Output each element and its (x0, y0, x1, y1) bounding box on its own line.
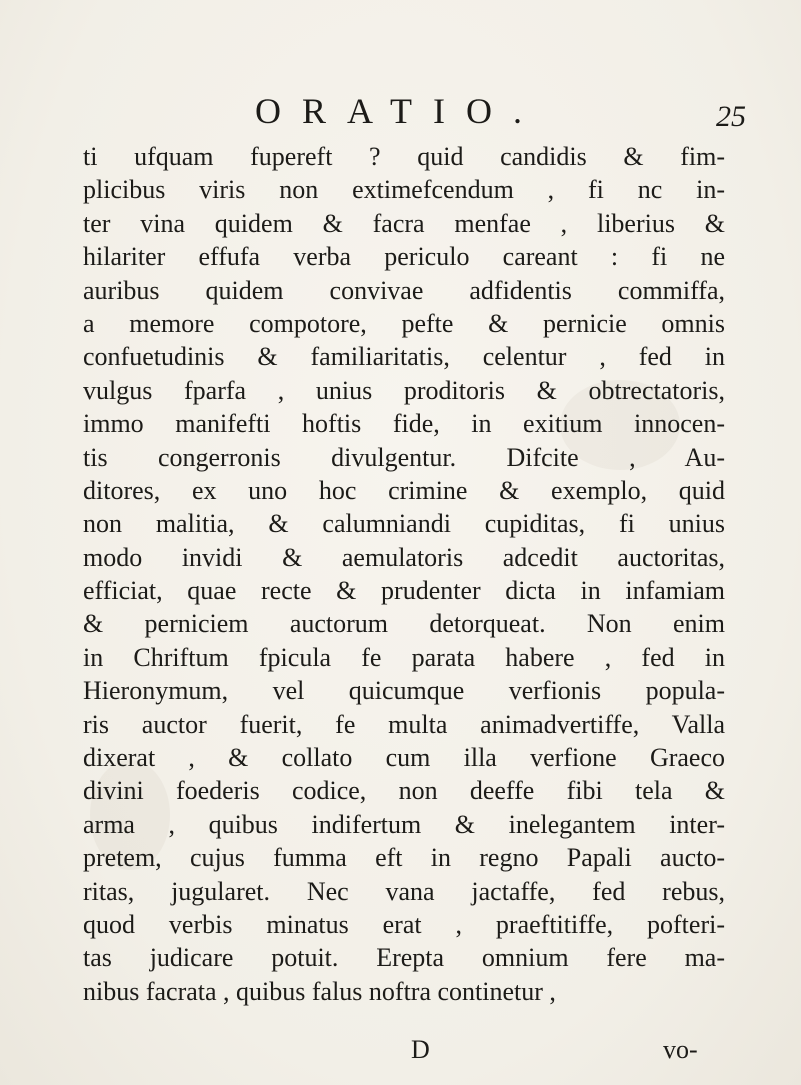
text-line: modo invidi & aemulatoris adcedit auctoritas, (83, 542, 725, 572)
text-line: & perniciem auctorum detorqueat. Non enim (83, 609, 725, 639)
catchword: vo- (663, 1035, 698, 1064)
body-text (83, 140, 725, 1008)
text-line: ritas, jugularet. Nec vana jactaffe, fed rebus, (83, 876, 725, 906)
text-line: immo manifefti hoftis fide, in exitium innocen- (83, 409, 725, 439)
page-footer (0, 1032, 801, 1068)
text-line: hilariter effufa verba periculo careant : fi ne (83, 242, 725, 272)
text-line: tas judicare potuit. Erepta omnium fere ma- (83, 943, 725, 973)
text-line: nibus facrata , quibus falus noftra continetur , (83, 976, 556, 1006)
text-line: ti ufquam fupereft ? quid candidis & fim- (83, 142, 725, 171)
text-line: vulgus fparfa , unius proditoris & obtrectatoris, (83, 375, 725, 405)
text-line: tis congerronis divulgentur. Difcite , Au- (83, 442, 725, 472)
text-line: ter vina quidem & facra menfae , liberius & (83, 208, 725, 238)
text-line: pretem, cujus fumma eft in regno Papali aucto- (83, 843, 725, 873)
text-line: a memore compotore, pefte & pernicie omnis (83, 308, 725, 338)
text-line: ris auctor fuerit, fe multa animadvertiffe, Valla (83, 709, 725, 739)
text-line: quod verbis minatus erat , praeftitiffe, pofteri- (83, 909, 725, 939)
text-line: dixerat , & collato cum illa verfione Graeco (83, 743, 725, 773)
text-line: auribus quidem convivae adfidentis commiffa, (83, 275, 725, 305)
text-line: non malitia, & calumniandi cupiditas, fi unius (83, 509, 725, 539)
text-line: arma , quibus indifertum & inelegantem inter- (83, 809, 725, 839)
signature-mark: D (411, 1035, 430, 1064)
text-line: divini foederis codice, non deeffe fibi tela & (83, 776, 725, 806)
page-header (0, 86, 801, 136)
text-line: ditores, ex uno hoc crimine & exemplo, quid (83, 475, 725, 505)
running-title: ORATIO. (255, 91, 543, 131)
text-line: efficiat, quae recte & prudenter dicta in infamiam (83, 576, 725, 606)
text-line: Hieronymum, vel quicumque verfionis popula- (83, 676, 725, 706)
text-line: in Chriftum fpicula fe parata habere , fed in (83, 642, 725, 672)
text-line: confuetudinis & familiaritatis, celentur , fed in (83, 342, 725, 372)
page-number: 25 (716, 100, 746, 133)
text-line: plicibus viris non extimefcendum , fi nc in- (83, 175, 725, 205)
